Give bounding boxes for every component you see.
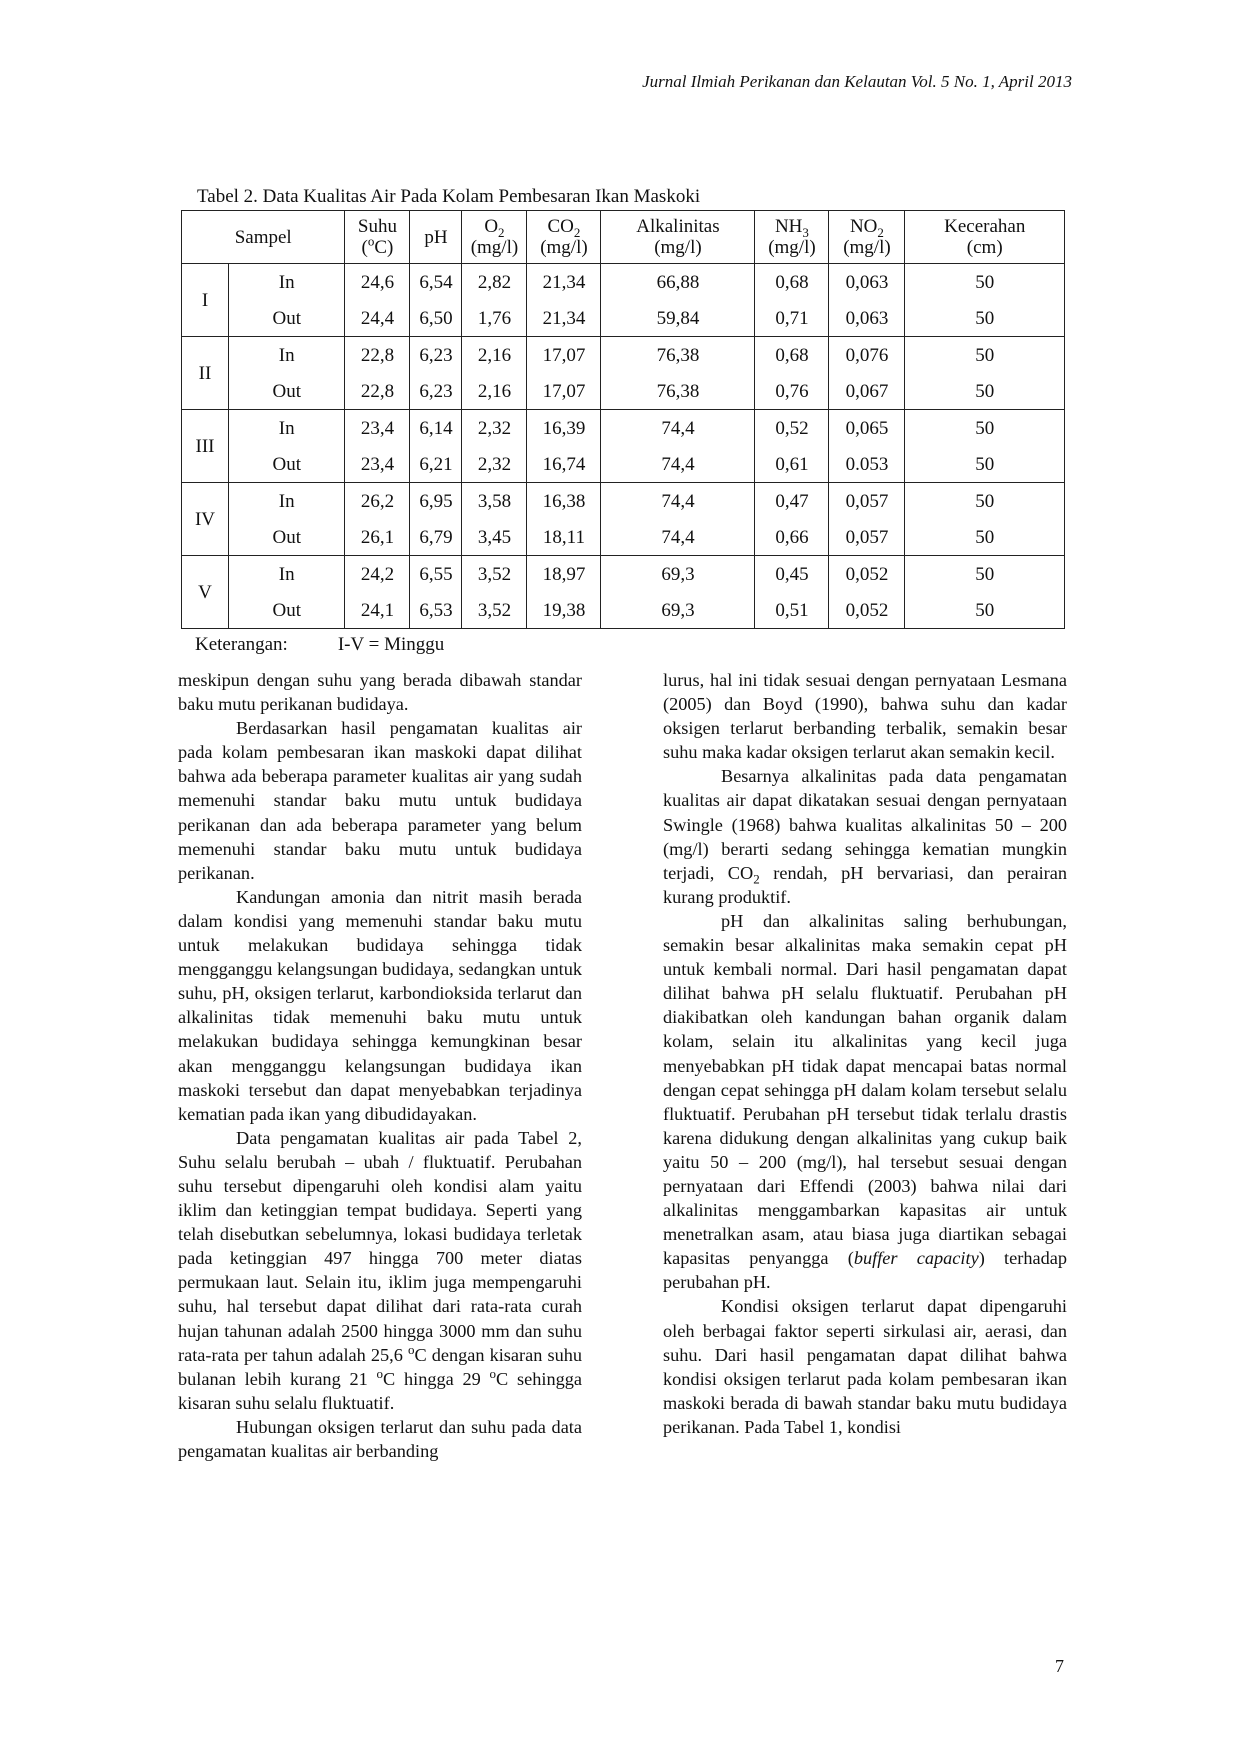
cell-suhu: 26,2 xyxy=(345,483,410,520)
cell-o2: 3,58 xyxy=(462,483,527,520)
cell-o2: 3,52 xyxy=(462,592,527,629)
table-body xyxy=(182,264,1065,629)
cell-nh3: 0,45 xyxy=(755,556,829,593)
right-paragraph-1: lurus, hal ini tidak sesuai dengan pernyataan Lesmana (2005) dan Boyd (1990), bahwa suhu dan kadar oksigen terlarut berbanding terbalik, semakin besar suhu maka kadar oksigen terlarut akan semakin kecil. xyxy=(663,670,1067,763)
cell-nh3: 0,47 xyxy=(755,483,829,520)
cell-kec: 50 xyxy=(905,264,1065,301)
water-quality-table xyxy=(181,210,1065,629)
cell-nh3: 0,71 xyxy=(755,300,829,337)
header-ph: pH xyxy=(410,211,462,264)
cell-ph: 6,95 xyxy=(410,483,462,520)
sample-label: II xyxy=(182,337,229,410)
cell-o2: 2,82 xyxy=(462,264,527,301)
cell-nh3: 0,68 xyxy=(755,264,829,301)
cell-type: Out xyxy=(229,592,345,629)
cell-co2: 17,07 xyxy=(527,373,601,410)
cell-co2: 17,07 xyxy=(527,337,601,374)
table-row xyxy=(182,410,1065,447)
table-row xyxy=(182,373,1065,410)
cell-co2: 21,34 xyxy=(527,300,601,337)
cell-no2: 0,057 xyxy=(829,483,905,520)
cell-type: Out xyxy=(229,446,345,483)
cell-nh3: 0,76 xyxy=(755,373,829,410)
cell-kec: 50 xyxy=(905,519,1065,556)
header-co2: $CO_2$ (mg/l) xyxy=(527,211,601,264)
left-paragraph-3: Kandungan amonia dan nitrit masih berada dalam kondisi yang memenuhi standar baku mutu untuk melakukan budidaya sehingga tidak mengganggu kelangsungan budidaya, sedangkan untuk suhu, pH, oksigen terlarut, karbondioksida terlarut dan alkalinitas tidak memenuhi baku mutu untuk melakukan budidaya sehingga kemungkinan besar akan mengganggu kelangsungan budidaya ikan maskoki tersebut dan dapat menyebabkan terjadinya kematian pada ikan yang dibudidayakan. xyxy=(178,886,582,1124)
cell-kec: 50 xyxy=(905,446,1065,483)
cell-kec: 50 xyxy=(905,300,1065,337)
sample-label: IV xyxy=(182,483,229,556)
cell-no2: 0,052 xyxy=(829,556,905,593)
table-note xyxy=(195,634,444,656)
cell-type: Out xyxy=(229,373,345,410)
cell-suhu: 22,8 xyxy=(345,337,410,374)
cell-no2: 0,065 xyxy=(829,410,905,447)
cell-ph: 6,50 xyxy=(410,300,462,337)
cell-co2: 16,39 xyxy=(527,410,601,447)
cell-no2: 0,067 xyxy=(829,373,905,410)
header-kecerahan: Kecerahan (cm) xyxy=(905,211,1065,264)
cell-suhu: 26,1 xyxy=(345,519,410,556)
cell-type: Out xyxy=(229,519,345,556)
cell-no2: 0,063 xyxy=(829,264,905,301)
right-paragraph-3: pH dan alkalinitas saling berhubungan, semakin besar alkalinitas maka semakin cepat pH untuk kembali normal. Dari hasil pengamatan dapat dilihat bahwa pH selalu fluktuatif. Perubahan pH diakibatkan oleh kandungan bahan organik dalam kolam, selain itu alkalinitas yang kecil juga menyebabkan pH tidak dapat mencapai batas normal dengan cepat sehingga pH dalam kolam tersebut selalu fluktuatif. Perubahan pH tersebut tidak terlalu drastis karena didukung dengan alkalinitas yang cukup baik yaitu 50 – 200 (mg/l), hal tersebut sesuai dengan pernyataan dari Effendi (2003) bahwa nilai dari alkalinitas menggambarkan kapasitas air untuk menetralkan asam, atau biasa juga diartikan sebagai kapasitas penyangga (buffer capacity) terhadap perubahan pH. xyxy=(663,910,1067,1293)
cell-suhu: 23,4 xyxy=(345,446,410,483)
cell-alk: 66,88 xyxy=(601,264,755,301)
right-paragraph-4: Kondisi oksigen terlarut dapat dipengaruhi oleh berbagai faktor seperti sirkulasi air, aerasi, dan suhu. Dari hasil pengamatan dapat dilihat bahwa kondisi oksigen terlarut pada kolam pembesaran ikan maskoki berada di bawah standar baku mutu budidaya perikanan. Pada Tabel 1, kondisi xyxy=(663,1296,1067,1437)
sample-label: III xyxy=(182,410,229,483)
cell-kec: 50 xyxy=(905,373,1065,410)
cell-nh3: 0,52 xyxy=(755,410,829,447)
cell-suhu: 22,8 xyxy=(345,373,410,410)
header-alkalinitas: Alkalinitas (mg/l) xyxy=(601,211,755,264)
cell-alk: 76,38 xyxy=(601,337,755,374)
cell-nh3: 0,68 xyxy=(755,337,829,374)
cell-ph: 6,21 xyxy=(410,446,462,483)
header-nh3: $NH_3$ (mg/l) xyxy=(755,211,829,264)
cell-kec: 50 xyxy=(905,556,1065,593)
cell-suhu: 24,6 xyxy=(345,264,410,301)
table-row xyxy=(182,337,1065,374)
cell-kec: 50 xyxy=(905,410,1065,447)
cell-nh3: 0,61 xyxy=(755,446,829,483)
cell-alk: 69,3 xyxy=(601,556,755,593)
cell-alk: 74,4 xyxy=(601,483,755,520)
cell-alk: 69,3 xyxy=(601,592,755,629)
cell-type: In xyxy=(229,483,345,520)
table-row xyxy=(182,556,1065,593)
cell-suhu: 23,4 xyxy=(345,410,410,447)
cell-alk: 76,38 xyxy=(601,373,755,410)
cell-no2: 0,076 xyxy=(829,337,905,374)
left-paragraph-4: Data pengamatan kualitas air pada Tabel 2, Suhu selalu berubah – ubah / fluktuatif. Perubahan suhu tersebut dipengaruhi oleh kondisi alam yaitu iklim dan ketinggian tempat budidaya. Seperti yang telah disebutkan sebelumnya, lokasi budidaya terletak pada ketinggian 497 hingga 700 meter diatas permukaan laut. Selain itu, iklim juga mempengaruhi suhu, hal tersebut dapat dilihat dari rata-rata curah hujan tahunan adalah 2500 hingga 3000 mm dan suhu rata-rata per tahun adalah 25,6 $^o$C dengan kisaran suhu bulanan lebih kurang 21 $^o$C hingga 29 $^o$C sehingga kisaran suhu selalu fluktuatif. xyxy=(178,1127,582,1413)
cell-o2: 2,32 xyxy=(462,446,527,483)
cell-o2: 1,76 xyxy=(462,300,527,337)
cell-co2: 16,74 xyxy=(527,446,601,483)
cell-ph: 6,79 xyxy=(410,519,462,556)
page-number: 7 xyxy=(1055,1656,1064,1676)
table-row xyxy=(182,483,1065,520)
cell-no2: 0,057 xyxy=(829,519,905,556)
cell-alk: 74,4 xyxy=(601,519,755,556)
cell-ph: 6,54 xyxy=(410,264,462,301)
note-label: Keterangan: xyxy=(195,634,288,655)
cell-ph: 6,23 xyxy=(410,373,462,410)
cell-type: In xyxy=(229,410,345,447)
table-row xyxy=(182,264,1065,301)
cell-o2: 2,32 xyxy=(462,410,527,447)
cell-o2: 3,52 xyxy=(462,556,527,593)
cell-type: In xyxy=(229,264,345,301)
cell-o2: 3,45 xyxy=(462,519,527,556)
cell-ph: 6,55 xyxy=(410,556,462,593)
cell-o2: 2,16 xyxy=(462,373,527,410)
cell-type: In xyxy=(229,337,345,374)
left-paragraph-1: meskipun dengan suhu yang berada dibawah standar baku mutu perikanan budidaya. xyxy=(178,670,582,715)
cell-ph: 6,53 xyxy=(410,592,462,629)
cell-ph: 6,23 xyxy=(410,337,462,374)
right-column xyxy=(663,668,1067,1439)
cell-no2: 0,052 xyxy=(829,592,905,629)
left-paragraph-5: Hubungan oksigen terlarut dan suhu pada data pengamatan kualitas air berbanding xyxy=(178,1416,582,1461)
cell-kec: 50 xyxy=(905,592,1065,629)
cell-alk: 74,4 xyxy=(601,410,755,447)
journal-header: Jurnal Ilmiah Perikanan dan Kelautan Vol. 5 No. 1, April 2013 xyxy=(642,72,1072,91)
cell-type: In xyxy=(229,556,345,593)
table-caption: Tabel 2. Data Kualitas Air Pada Kolam Pembesaran Ikan Maskoki xyxy=(197,186,701,207)
table-row xyxy=(182,446,1065,483)
table-row xyxy=(182,300,1065,337)
cell-suhu: 24,4 xyxy=(345,300,410,337)
cell-nh3: 0,51 xyxy=(755,592,829,629)
cell-co2: 21,34 xyxy=(527,264,601,301)
cell-suhu: 24,1 xyxy=(345,592,410,629)
cell-no2: 0,063 xyxy=(829,300,905,337)
header-no2: $NO_2$ (mg/l) xyxy=(829,211,905,264)
cell-alk: 59,84 xyxy=(601,300,755,337)
note-text: I-V = Minggu xyxy=(337,634,445,655)
sample-label: I xyxy=(182,264,229,337)
cell-suhu: 24,2 xyxy=(345,556,410,593)
table-row xyxy=(182,519,1065,556)
cell-co2: 16,38 xyxy=(527,483,601,520)
cell-kec: 50 xyxy=(905,337,1065,374)
header-suhu: Suhu ($^o$C) xyxy=(345,211,410,264)
cell-co2: 19,38 xyxy=(527,592,601,629)
cell-co2: 18,97 xyxy=(527,556,601,593)
header-o2: $O_2$ (mg/l) xyxy=(462,211,527,264)
left-paragraph-2: Berdasarkan hasil pengamatan kualitas air pada kolam pembesaran ikan maskoki dapat dilihat bahwa ada beberapa parameter kualitas air yang sudah memenuhi standar baku mutu untuk budidaya perikanan dan ada beberapa parameter yang belum memenuhi standar baku mutu untuk budidaya perikanan. xyxy=(178,718,582,883)
table-header-row xyxy=(182,211,1065,264)
cell-o2: 2,16 xyxy=(462,337,527,374)
table-row xyxy=(182,592,1065,629)
cell-alk: 74,4 xyxy=(601,446,755,483)
cell-ph: 6,14 xyxy=(410,410,462,447)
cell-type: Out xyxy=(229,300,345,337)
cell-kec: 50 xyxy=(905,483,1065,520)
right-paragraph-2: Besarnya alkalinitas pada data pengamatan kualitas air dapat dikatakan sesuai dengan pernyataan Swingle (1968) bahwa kualitas alkalinitas 50 – 200 (mg/l) berarti sedang sehingga kematian mungkin terjadi, $CO_2$ rendah, pH bervariasi, dan perairan kurang produktif. xyxy=(663,766,1068,907)
sample-label: V xyxy=(182,556,229,629)
header-sampel: Sampel xyxy=(182,211,345,264)
cell-nh3: 0,66 xyxy=(755,519,829,556)
left-column xyxy=(178,668,582,1463)
cell-co2: 18,11 xyxy=(527,519,601,556)
cell-no2: 0.053 xyxy=(829,446,905,483)
